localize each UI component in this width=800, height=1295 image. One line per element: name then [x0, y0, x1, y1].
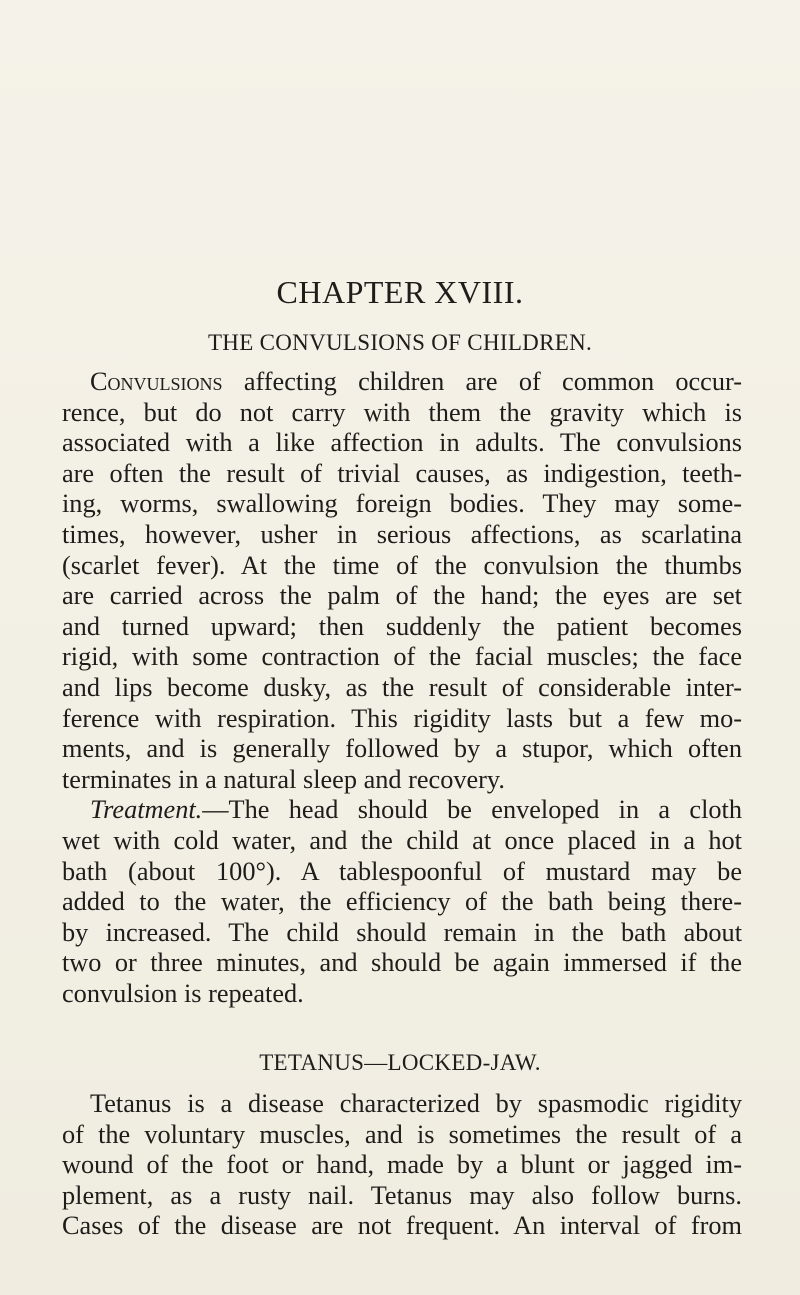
line-text: —The head should be enveloped in a cloth: [202, 795, 742, 825]
text-line: rence, but do not carry with them the gravity which is: [62, 397, 742, 427]
text-line: [62, 795, 742, 826]
text-line: plement, as a rusty nail. Tetanus may also follow burns.: [62, 1180, 742, 1210]
text-line: convulsion is repeated.: [62, 978, 304, 1008]
text-line: rigid, with some contraction of the facial muscles; the face: [62, 642, 742, 672]
text-line: (scarlet fever). At the time of the convulsion the thumbs: [62, 550, 742, 580]
text-line: are carried across the palm of the hand; the eyes are set: [62, 581, 742, 611]
text-line: and lips become dusky, as the result of considerable inter-: [62, 672, 742, 702]
text-line: two or three minutes, and should be again immersed if the: [62, 948, 742, 978]
text-line: terminates in a natural sleep and recovery.: [62, 764, 505, 794]
text-line: ments, and is generally followed by a stupor, which often: [62, 734, 742, 764]
paragraph-convulsions: [62, 367, 742, 1009]
text-line: of the voluntary muscles, and is sometimes the result of a: [62, 1119, 742, 1149]
text-line: added to the water, the efficiency of the bath being there-: [62, 887, 742, 917]
section-heading-tetanus: TETANUS—LOCKED-JAW.: [259, 1050, 541, 1075]
text-line: Cases of the disease are not frequent. An interval of from: [62, 1211, 742, 1241]
text-line: ing, worms, swallowing foreign bodies. They may some-: [62, 489, 742, 519]
lead-word-treatment: Treatment.: [90, 795, 203, 825]
chapter-title: CHAPTER XVIII.: [276, 274, 524, 310]
text-line: and turned upward; then suddenly the patient becomes: [62, 611, 742, 641]
section-heading-convulsions: THE CONVULSIONS OF CHILDREN.: [207, 330, 593, 355]
text-line: associated with a like affection in adults. The convulsions: [62, 428, 742, 458]
line-text: affecting children are of common occur-: [222, 367, 742, 396]
text-line: ference with respiration. This rigidity lasts but a few mo-: [62, 703, 742, 733]
text-line: [62, 367, 742, 398]
text-line: times, however, usher in serious affections, as scarlatina: [62, 519, 742, 549]
text-line: wound of the foot or hand, made by a blunt or jagged im-: [62, 1150, 742, 1180]
text-line: are often the result of trivial causes, as indigestion, teeth-: [62, 458, 742, 488]
text-line: by increased. The child should remain in the bath about: [62, 917, 742, 947]
lead-word-convulsions: Convulsions: [90, 367, 223, 396]
text-line: bath (about 100°). A tablespoonful of mustard may be: [62, 856, 742, 886]
text-line: wet with cold water, and the child at once placed in a hot: [62, 825, 742, 855]
paragraph-tetanus: [62, 1089, 742, 1242]
text-line: Tetanus is a disease characterized by spasmodic rigidity: [90, 1089, 742, 1118]
